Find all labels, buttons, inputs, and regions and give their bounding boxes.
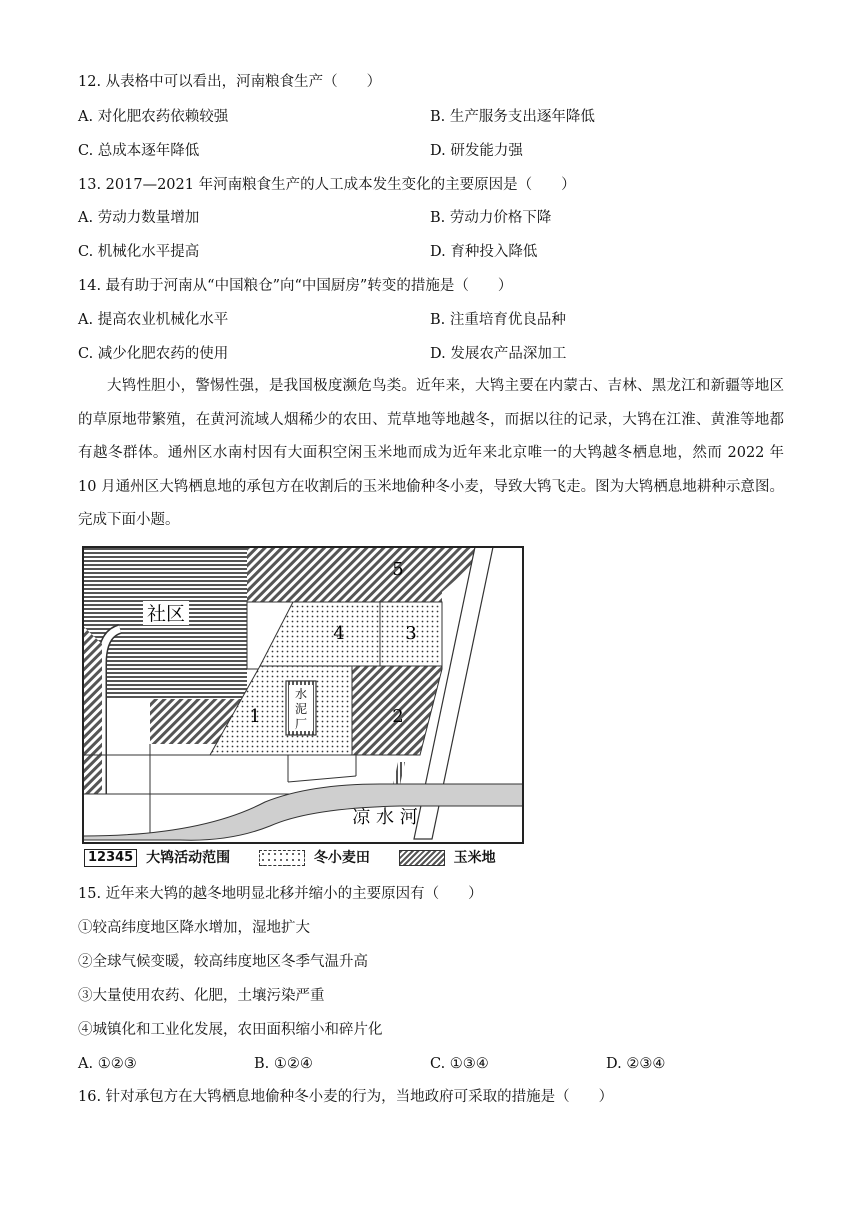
- q13-option-d: D. 育种投入降低: [430, 244, 538, 260]
- q12-option-d: D. 研发能力强: [430, 143, 523, 159]
- q15-option-d: D. ②③④: [606, 1056, 666, 1072]
- legend: [84, 848, 496, 868]
- legend-range-label: 大鸨活动范围: [146, 850, 231, 866]
- river-label: 凉 水 河: [352, 807, 418, 828]
- zone-4-label: 4: [333, 623, 345, 644]
- q14-option-a: A. 提高农业机械化水平: [78, 312, 229, 328]
- q14-stem: 14. 最有助于河南从“中国粮仓”向“中国厨房”转变的措施是（ ）: [78, 278, 513, 294]
- q15-stem: 15. 近年来大鸨的越冬地明显北移并缩小的主要原因有（ ）: [78, 886, 483, 902]
- q16-stem: 16. 针对承包方在大鸨栖息地偷种冬小麦的行为，当地政府可采取的措施是（ ）: [78, 1089, 614, 1105]
- legend-wheat-label: 冬小麦田: [313, 850, 370, 866]
- legend-wheat-swatch: [259, 850, 305, 866]
- legend-range-key: 12345: [84, 849, 137, 867]
- q15-option-b: B. ①②④: [254, 1056, 313, 1072]
- zone-2-label: 2: [392, 706, 404, 727]
- q12-option-a: A. 对化肥农药依赖较强: [78, 109, 229, 125]
- cement-label-3: 厂: [294, 717, 308, 731]
- q13-option-a: A. 劳动力数量增加: [78, 210, 200, 226]
- cement-label-1: 水: [294, 687, 308, 701]
- legend-corn-label: 玉米地: [453, 850, 496, 866]
- cement-label-2: 泥: [294, 702, 308, 716]
- q12-option-b: B. 生产服务支出逐年降低: [430, 109, 595, 125]
- zone-1-label: 1: [249, 706, 261, 727]
- habitat-map: [80, 544, 526, 846]
- passage-text: 大鸨性胆小，警惕性强，是我国极度濒危鸟类。近年来，大鸨主要在内蒙古、吉林、黑龙江和新疆等地区的草原地带繁殖，在黄河流域人烟稀少的农田、荒草地等地越冬，而据以往的记录，大鸨在江淮、黄淮等地都有越冬群体。通州区水南村因有大面积空闲玉米地而成为近年来北京唯一的大鸨越冬栖息地，然而 2022 年 10 月通州区大鸨栖息地的承包方在收割后的玉米地偷种冬小麦，导致大鸨飞走。图为大鸨栖息地耕种示意图。完成下面小题。: [78, 378, 784, 528]
- q13-stem: 13. 2017—2021 年河南粮食生产的人工成本发生变化的主要原因是（ ）: [78, 177, 576, 193]
- q12-stem: 12. 从表格中可以看出，河南粮食生产（ ）: [78, 74, 382, 90]
- corn-strip-left: [83, 626, 102, 794]
- q15-item-4: ④城镇化和工业化发展，农田面积缩小和碎片化: [78, 1022, 383, 1038]
- q15-item-1: ①较高纬度地区降水增加，湿地扩大: [78, 920, 310, 936]
- q15-option-c: C. ①③④: [430, 1056, 489, 1072]
- q13-option-c: C. 机械化水平提高: [78, 244, 200, 260]
- q15-option-a: A. ①②③: [78, 1056, 137, 1072]
- zone-5-label: 5: [392, 559, 404, 580]
- q14-option-b: B. 注重培育优良品种: [430, 312, 566, 328]
- community-label: 社区: [146, 603, 186, 625]
- zone-3-label: 3: [405, 623, 417, 644]
- q15-item-3: ③大量使用农药、化肥，土壤污染严重: [78, 988, 325, 1004]
- q15-item-2: ②全球气候变暖，较高纬度地区冬季气温升高: [78, 954, 368, 970]
- q14-option-c: C. 减少化肥农药的使用: [78, 346, 229, 362]
- legend-corn-swatch: [399, 850, 445, 866]
- q12-option-c: C. 总成本逐年降低: [78, 143, 200, 159]
- q13-option-b: B. 劳动力价格下降: [430, 210, 552, 226]
- q14-option-d: D. 发展农产品深加工: [430, 346, 567, 362]
- passage: [78, 370, 784, 538]
